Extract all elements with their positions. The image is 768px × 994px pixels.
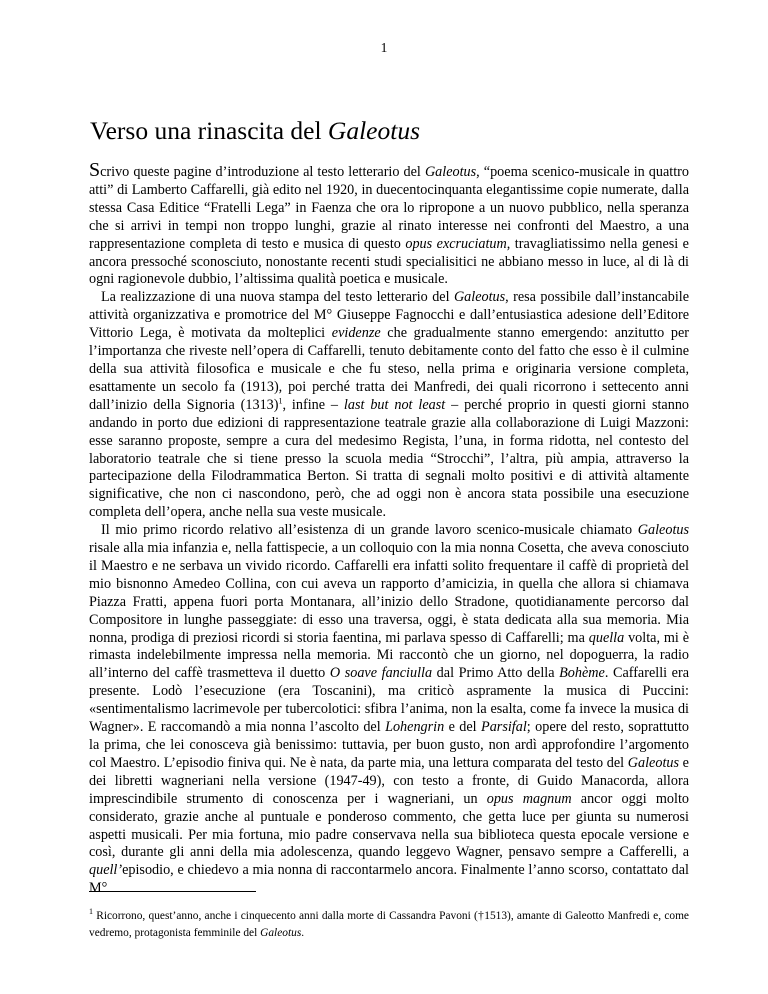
text-run: , travagliatissimo nella genesi e ancora pressoché sconosciuto, nonostante recenti studi specialisitici ne abbiano messo in luce, al di là di ogni ragionevole dubbio, l’altissima qualità poetica e musicale. — [89, 235, 689, 288]
text-run: crivo queste pagine d’introduzione al testo letterario del — [100, 164, 425, 180]
italic-run: quell’ — [89, 862, 123, 879]
text-run: – perché proprio in questi giorni stanno andando in porto due edizioni di rappresentazione teatrale grazie alla collaborazione di Luigi Mazzoni: esse saranno proposte, sempre a cura del medesimo Regista, l’una, in forma ridotta, nel contesto del laboratorio teatrale che si tiene presso la scuola media “Strocchi”, l’altra, più ampia, attraverso la partecipazione della Filodrammatica Berton. Si tratta di segnali molto positivi e di attività altamente significative, che non ci nascondono, però, che ad oggi non è ancora stata possibile una esecuzione completa dell’opera, anche nella sua veste musicale. — [89, 396, 690, 521]
italic-run: Parsifal — [481, 719, 527, 736]
italic-run: last but not least — [343, 396, 446, 413]
title-italic: Galeotus — [327, 116, 420, 145]
text-run: e del — [444, 719, 482, 736]
text-run: risale alla mia infanzia e, nella fattispecie, a un colloquio con la mia nonna Cosetta, che aveva conosciuto il Maestro e ne serbava un vivido ricordo. Caffarelli era infatti solito frequentare il caffè di proprietà del mio bisnonno Amedeo Collina, con cui aveva un rapporto d’amicizia, in quella che allora si chiamava Piazza Fratti, appena fuori porta Montanara, all’inizio dello Stradone, quotidianamente percorso dal Compositore in lunghe passeggiate: di esso una traversa, oggi, è stata dedicata alla sua memoria. Mia nonna, prodiga di preziosi ricordi si storia faentina, mi parlava spesso di Caffarelli; ma — [89, 540, 689, 646]
paragraph-2 — [89, 289, 689, 522]
italic-run: Galeotus — [627, 754, 679, 771]
paragraph-3 — [89, 522, 689, 898]
italic-run: quella — [588, 629, 625, 646]
italic-run: Galeotus — [260, 927, 302, 939]
drop-cap: S — [89, 159, 101, 181]
body-text — [89, 159, 690, 898]
italic-run: evidenze — [331, 325, 381, 342]
text-run: . — [301, 927, 305, 939]
footnote-ref: 1 — [278, 396, 283, 406]
text-run: che gradualmente stanno emergendo: anzitutto per l’importanza che riveste nell’opera di Caffarelli, tenuto debitamente conto del fatto che esso è il culmine della sua attività filosofica e musicale e che fu steso, nella prima e originaria versione completa, esattamente un secolo fa (1913), poi perché tratta dei Manfredi, dei quali ricorrono i settecento anni dall’inizio della Signoria (1313) — [89, 325, 689, 413]
text-run: . Caffarelli era presente. Lodò l’esecuzione (era Toscanini), ma criticò aspramente la musica di Puccini: «sentimentalismo lacrimevole per tubercolotici: sfibra l’anima, non la esalta, come fa invece la musica di Wagner». E raccomandò a mia nonna l’ascolto del — [89, 665, 689, 736]
italic-run: Galeotus — [453, 289, 506, 306]
italic-run: Galeotus — [637, 522, 689, 539]
italic-run: Galeotus — [424, 164, 477, 180]
italic-run: O soave fanciulla — [329, 665, 433, 682]
footnote-divider — [89, 891, 256, 892]
text-run: Il mio primo ricordo relativo all’esistenza di un grande lavoro scenico-musicale chiamato — [101, 522, 638, 539]
italic-run: Lohengrin — [385, 719, 445, 736]
text-run: e dei libretti wagneriani nella versione (1947-49), con testo a fronte, di Guido Manacorda, allora imprescindibile strumento di conoscenza per i wagneriani, un — [89, 754, 689, 807]
text-run: , resa possibile dall’instancabile attività organizzativa e promotrice del M° Giuseppe Fagnocchi e dall’entusiastica adesione dell’Editore Vittorio Lega, è motivata da molteplici — [89, 289, 689, 342]
text-run: La realizzazione di una nuova stampa del testo letterario del — [101, 289, 454, 306]
title-main: Verso una rinascita del — [90, 116, 328, 145]
paragraph-1 — [89, 159, 689, 289]
text-run: volta, mi è rimasta indelebilmente impressa nella memoria. Mi raccontò che un giorno, nel dopoguerra, la radio all’interno del caffè trasmetteva il duetto — [89, 629, 689, 682]
page-number: 1 — [380, 40, 388, 55]
page-title — [90, 116, 420, 146]
text-run: dal Primo Atto della — [432, 665, 560, 682]
footnote-number: 1 — [89, 907, 93, 917]
text-run: , infine – — [282, 396, 344, 413]
text-run: Ricorrono, quest’anno, anche i cinquecento anni dalla morte di Cassandra Pavoni (†1513), amante di Galeotto Manfredi e, come vedremo, protagonista femminile del — [89, 910, 689, 939]
text-run: episodio, e chiedevo a mia nonna di raccontarmelo ancora. Finalmente l’anno scorso, contattato dal M° — [89, 862, 689, 897]
text-run: ; opere del resto, soprattutto la prima, che lei conosceva già benissimo: tuttavia, per buon gusto, non ardì approfondire l’argomento col Maestro. L’episodio finiva qui. Ne è nata, da parte mia, una lettura comparata del testo del — [89, 719, 689, 771]
footnote — [89, 908, 689, 942]
text-run: ancor oggi molto considerato, grazie anche al puntuale e ponderoso commento, che getta luce per giunta su numerosi aspetti musicali. Per mia fortuna, mio padre conservava nella sua biblioteca questa epocale versione e così, durante gli anni della mia adolescenza, quando leggevo Wagner, pensavo sempre a Cafferelli, a — [89, 790, 689, 861]
text-run: , “poema scenico-musicale in quattro atti” di Lamberto Caffarelli, già edito nel 1920, in duecentocinquanta elegantissime copie numerate, dalla stessa Casa Editice “Fratelli Lega” in Faenza che ora lo ripropone a un nuovo pubblico, nella speranza che si arrivi in tempi non troppo lunghi, grazie al rinato interesse nei confronti del Maestro, a una rappresentazione completa di testo e musica di questo — [89, 164, 689, 252]
italic-run: opus magnum — [486, 790, 572, 807]
italic-run: opus excruciatum — [405, 235, 507, 252]
italic-run: Bohème — [559, 665, 605, 682]
